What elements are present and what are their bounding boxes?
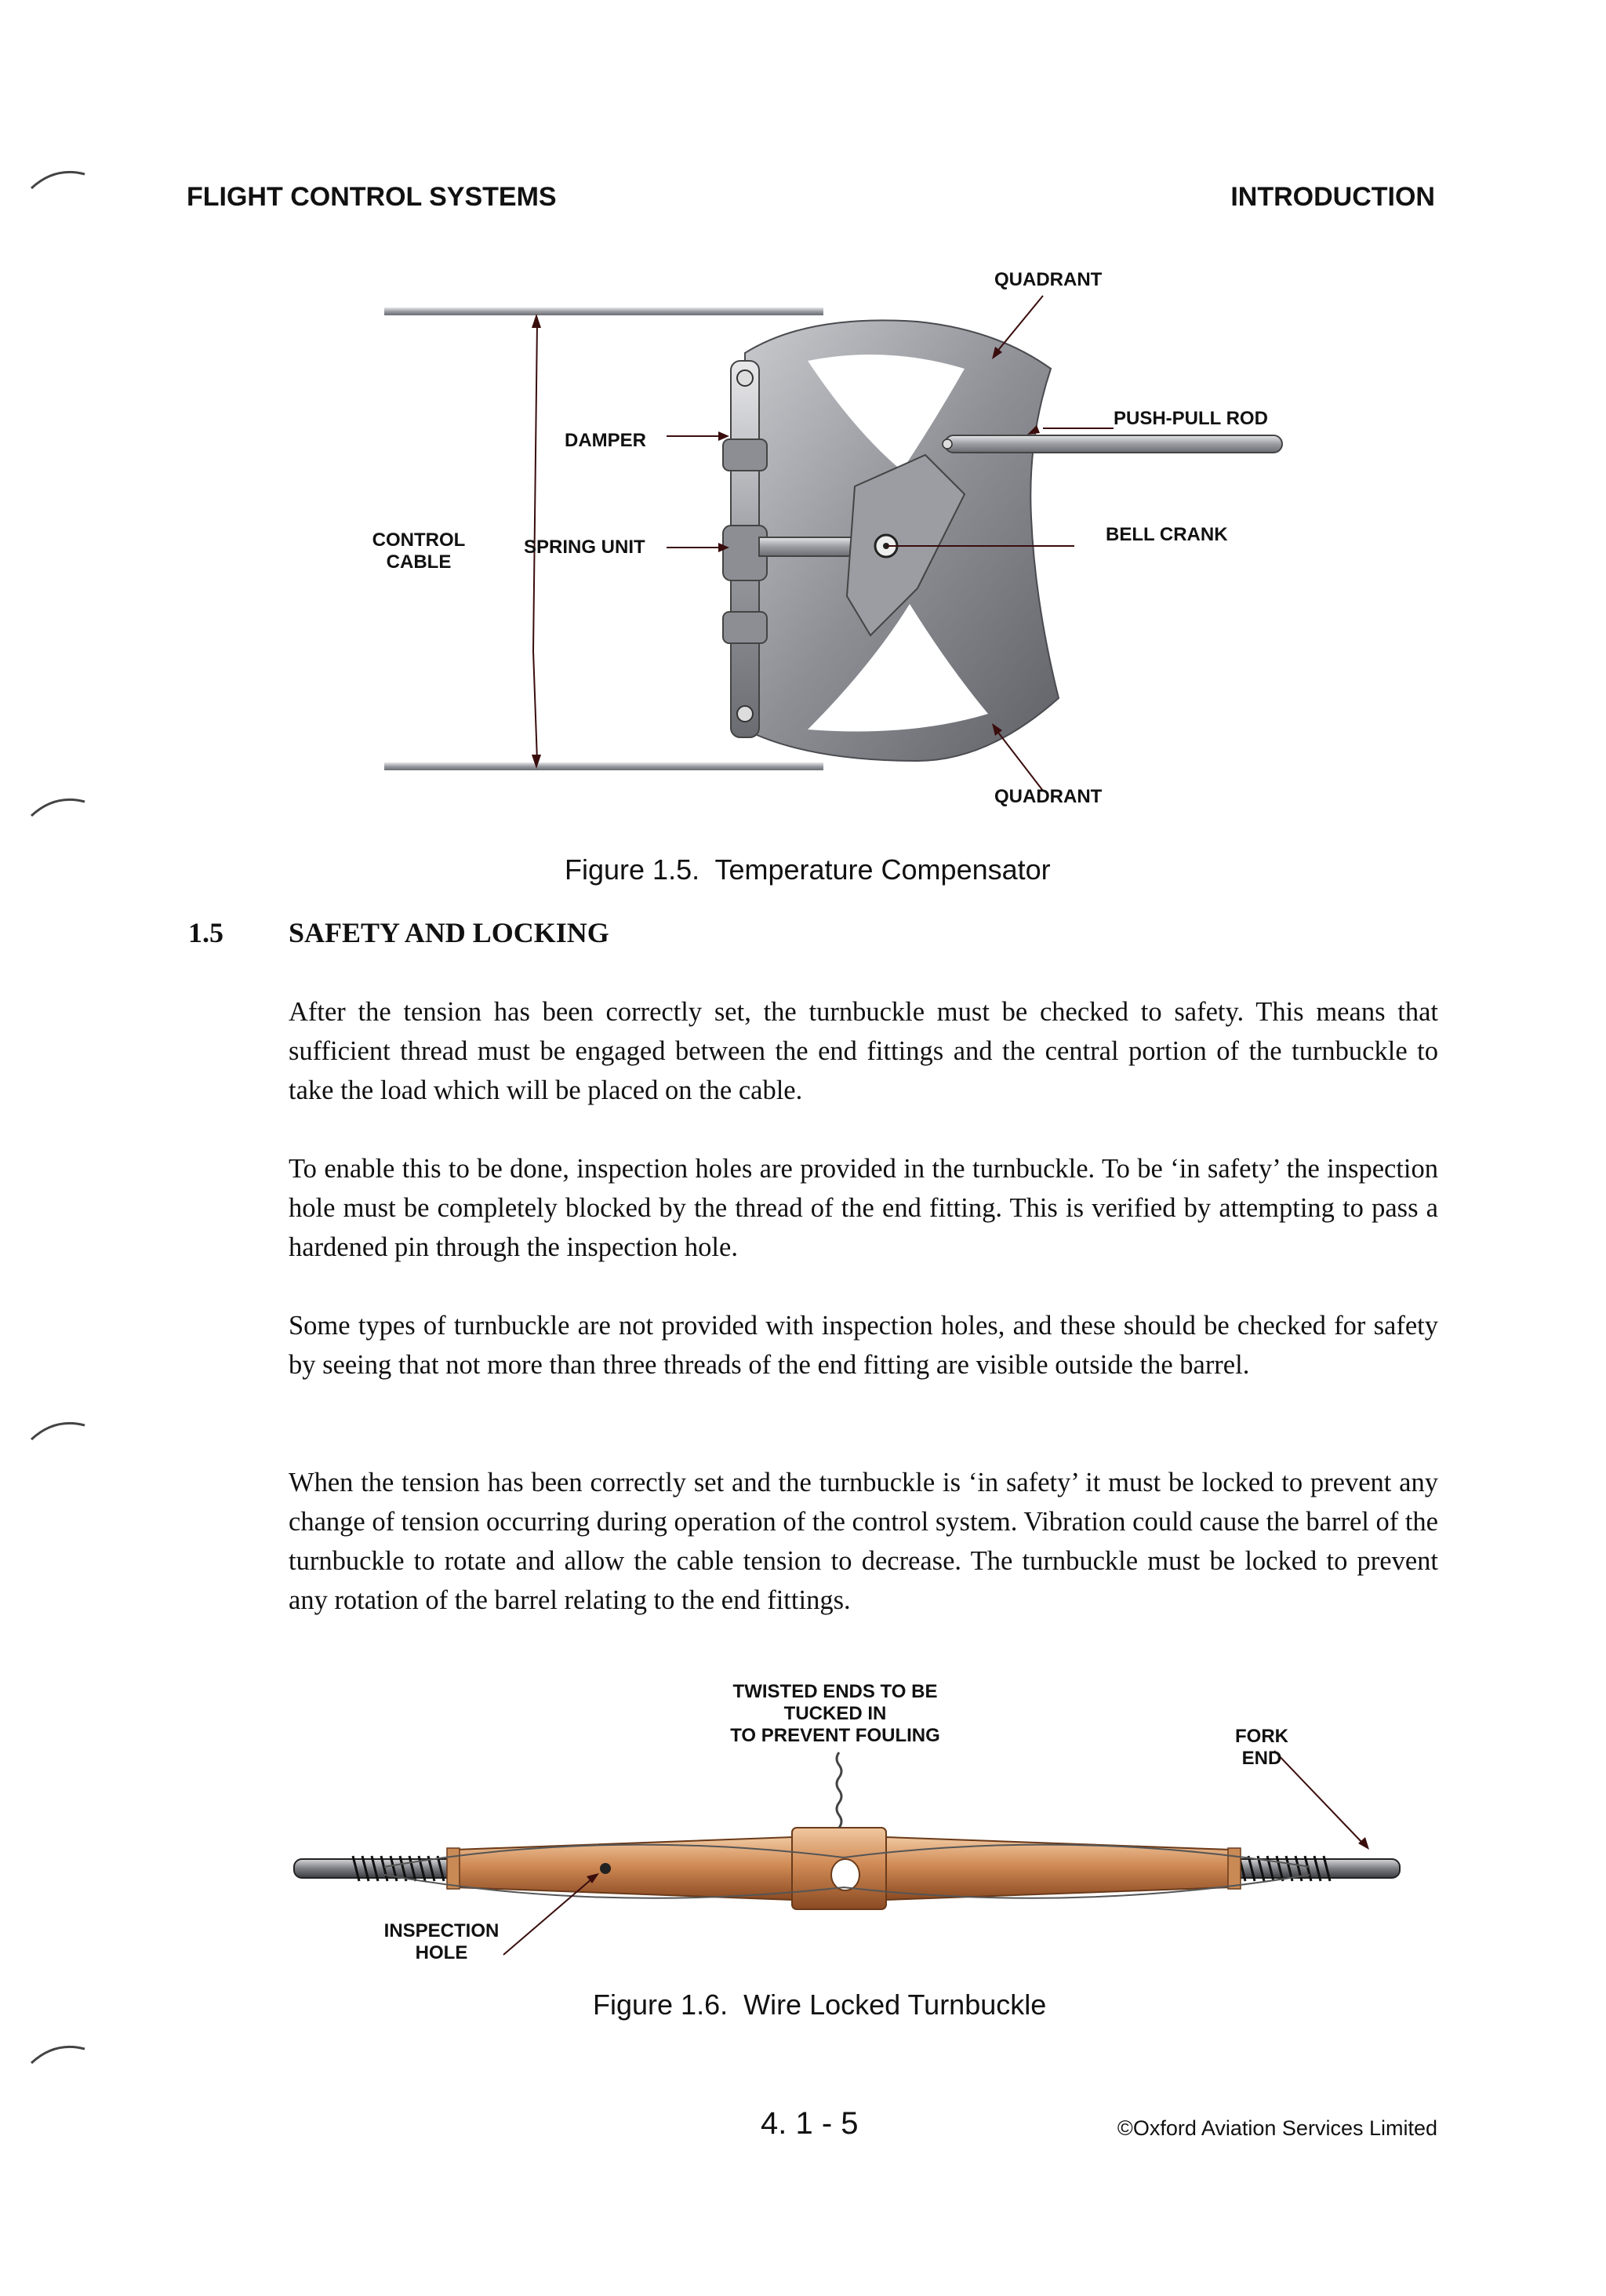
label-twisted-ends: TWISTED ENDS TO BE TUCKED IN TO PREVENT FOULING: [730, 1681, 940, 1746]
label-control-cable: CONTROL CABLE: [372, 529, 466, 573]
paragraph-4: When the tension has been correctly set and the turnbuckle is ‘in safety’ it must be locked to prevent any change of tension occurring during operation of the control system. Vibration could cause the barrel of the turnbuckle to rotate and allow the cable tension to decrease. The turnbuckle must be locked to prevent any rotation of the barrel relating to the end fittings.: [289, 1468, 1438, 1615]
label-spring-unit: SPRING UNIT: [524, 537, 645, 558]
section-title: SAFETY AND LOCKING: [289, 917, 609, 948]
label-inspection-hole: INSPECTION HOLE: [383, 1920, 500, 1963]
figure-caption-1-6: Figure 1.6. Wire Locked Turnbuckle: [593, 1989, 1047, 2021]
header-right: INTRODUCTION: [1230, 182, 1435, 212]
paragraph-1: After the tension has been correctly set, the turnbuckle must be checked to safety. This means that sufficient thread must be engaged between the end fittings and the central portion of the turnbuckle to take the load which will be placed on the cable.: [289, 997, 1438, 1105]
copyright: ©Oxford Aviation Services Limited: [1117, 2116, 1437, 2140]
label-fork-end: FORK END: [1235, 1726, 1288, 1769]
paragraph-2: To enable this to be done, inspection holes are provided in the turnbuckle. To be ‘in safety’ the inspection hole must be completely blocked by the thread of the end fitting. This is verified by attempting to pass a hardened pin through the inspection hole.: [289, 1154, 1438, 1262]
binder-marks: [0, 0, 110, 2296]
paragraph-3: Some types of turnbuckle are not provided with inspection holes, and these should be checked for safety by seeing that not more than three threads of the end fitting are visible outside the barrel.: [289, 1311, 1438, 1380]
figure-caption-1-5: Figure 1.5. Temperature Compensator: [565, 853, 1051, 886]
header-left: FLIGHT CONTROL SYSTEMS: [187, 182, 557, 212]
section-number: 1.5: [188, 917, 223, 948]
label-bell-crank: BELL CRANK: [1106, 524, 1228, 545]
label-damper: DAMPER: [565, 430, 647, 451]
label-quadrant-top: QUADRANT: [994, 269, 1103, 290]
page-number: 4. 1 - 5: [761, 2106, 859, 2141]
label-push-pull-rod: PUSH-PULL ROD: [1114, 408, 1268, 429]
label-quadrant-bottom: QUADRANT: [994, 786, 1103, 807]
